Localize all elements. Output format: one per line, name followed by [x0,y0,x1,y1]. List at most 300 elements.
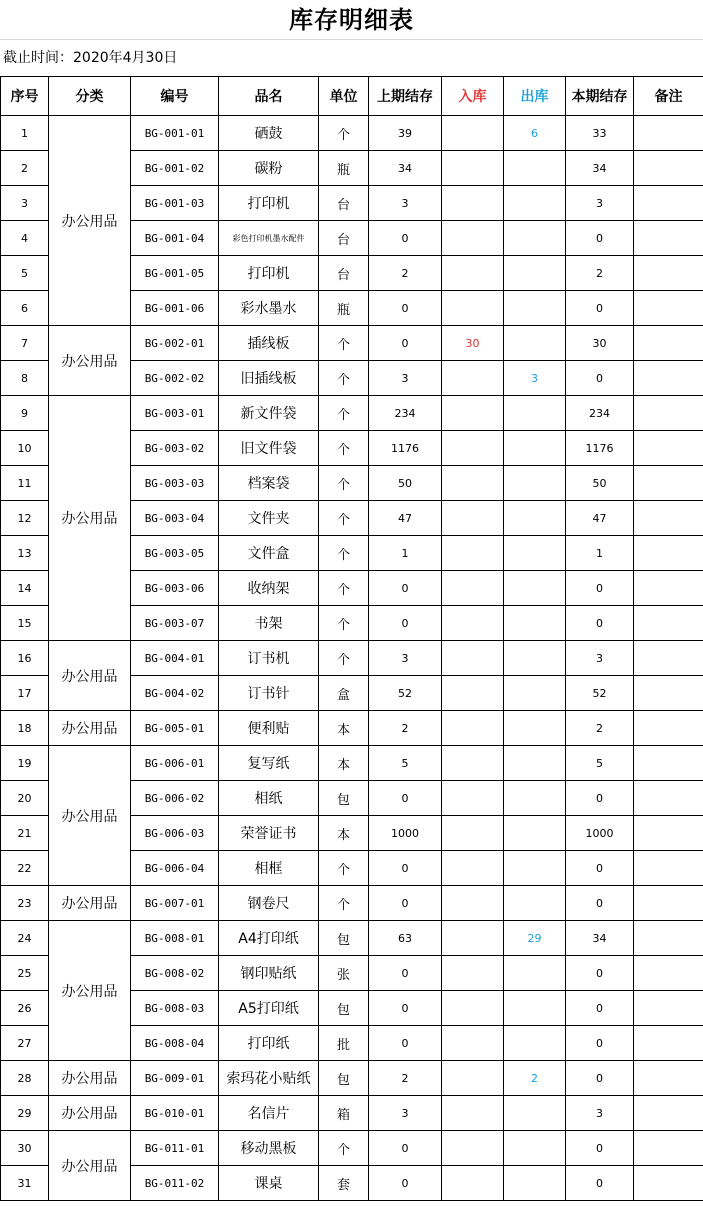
cell-code[interactable]: BG-004-01 [131,641,219,676]
cell-code[interactable]: BG-008-01 [131,921,219,956]
cell-name[interactable]: 钢卷尺 [219,886,319,921]
cell-note[interactable] [634,746,703,781]
cell-in[interactable] [442,501,504,536]
cell-in[interactable] [442,1061,504,1096]
cell-prev-balance[interactable]: 0 [369,291,442,326]
cell-prev-balance[interactable]: 0 [369,1166,442,1201]
cell-code[interactable]: BG-003-02 [131,431,219,466]
cell-cur-balance[interactable]: 30 [566,326,634,361]
cell-out[interactable] [504,256,566,291]
cell-prev-balance[interactable]: 1 [369,536,442,571]
cell-no[interactable]: 5 [1,256,49,291]
cell-name[interactable]: 打印机 [219,186,319,221]
cell-out[interactable] [504,151,566,186]
cell-prev-balance[interactable]: 0 [369,851,442,886]
cell-unit[interactable]: 包 [319,781,369,816]
cell-out[interactable] [504,431,566,466]
cell-cur-balance[interactable]: 1000 [566,816,634,851]
cell-in[interactable] [442,781,504,816]
cell-name[interactable]: 硒鼓 [219,116,319,151]
cell-cur-balance[interactable]: 0 [566,1026,634,1061]
cell-note[interactable] [634,711,703,746]
cell-cur-balance[interactable]: 234 [566,396,634,431]
cell-code[interactable]: BG-003-01 [131,396,219,431]
cell-code[interactable]: BG-003-05 [131,536,219,571]
cell-no[interactable]: 6 [1,291,49,326]
cell-note[interactable] [634,431,703,466]
cell-name[interactable]: 订书针 [219,676,319,711]
cell-note[interactable] [634,921,703,956]
cell-unit[interactable]: 张 [319,956,369,991]
cell-in[interactable] [442,151,504,186]
cell-out[interactable] [504,221,566,256]
cell-prev-balance[interactable]: 0 [369,606,442,641]
cell-code[interactable]: BG-001-03 [131,186,219,221]
cell-no[interactable]: 3 [1,186,49,221]
cell-in[interactable] [442,816,504,851]
cell-no[interactable]: 1 [1,116,49,151]
cell-code[interactable]: BG-002-02 [131,361,219,396]
cell-no[interactable]: 23 [1,886,49,921]
cell-cur-balance[interactable]: 1 [566,536,634,571]
cell-out[interactable] [504,1026,566,1061]
col-header-unit[interactable]: 单位 [319,77,369,116]
cell-code[interactable]: BG-001-05 [131,256,219,291]
cell-in[interactable] [442,641,504,676]
cell-category[interactable]: 办公用品 [49,1096,131,1131]
cell-out[interactable] [504,991,566,1026]
cell-no[interactable]: 25 [1,956,49,991]
cell-prev-balance[interactable]: 0 [369,571,442,606]
cell-in[interactable] [442,431,504,466]
cell-in[interactable] [442,291,504,326]
cell-cur-balance[interactable]: 0 [566,781,634,816]
cell-out[interactable] [504,1096,566,1131]
cell-cur-balance[interactable]: 2 [566,256,634,291]
cell-note[interactable] [634,396,703,431]
cell-in[interactable] [442,606,504,641]
cell-category[interactable]: 办公用品 [49,641,131,711]
cell-category[interactable]: 办公用品 [49,1131,131,1201]
cell-in[interactable] [442,186,504,221]
cell-prev-balance[interactable]: 2 [369,1061,442,1096]
cell-cur-balance[interactable]: 1176 [566,431,634,466]
cell-out[interactable] [504,956,566,991]
cell-code[interactable]: BG-006-01 [131,746,219,781]
cell-note[interactable] [634,1026,703,1061]
col-header-no[interactable]: 序号 [1,77,49,116]
cell-name[interactable]: 便利贴 [219,711,319,746]
cell-unit[interactable]: 个 [319,396,369,431]
cell-in[interactable] [442,676,504,711]
cell-code[interactable]: BG-003-03 [131,466,219,501]
cell-unit[interactable]: 本 [319,816,369,851]
cell-out[interactable] [504,1131,566,1166]
cell-out[interactable] [504,851,566,886]
cell-code[interactable]: BG-007-01 [131,886,219,921]
cell-name[interactable]: 新文件袋 [219,396,319,431]
cell-cur-balance[interactable]: 5 [566,746,634,781]
cell-unit[interactable]: 个 [319,606,369,641]
cell-unit[interactable]: 个 [319,361,369,396]
cell-no[interactable]: 19 [1,746,49,781]
cell-prev-balance[interactable]: 50 [369,466,442,501]
cell-name[interactable]: 相纸 [219,781,319,816]
cell-name[interactable]: 文件盒 [219,536,319,571]
cell-no[interactable]: 27 [1,1026,49,1061]
cell-in[interactable]: 30 [442,326,504,361]
cell-prev-balance[interactable]: 2 [369,711,442,746]
cell-note[interactable] [634,991,703,1026]
cell-code[interactable]: BG-009-01 [131,1061,219,1096]
cell-prev-balance[interactable]: 0 [369,1131,442,1166]
cell-unit[interactable]: 个 [319,641,369,676]
cell-cur-balance[interactable]: 52 [566,676,634,711]
cell-cur-balance[interactable]: 0 [566,886,634,921]
cell-no[interactable]: 26 [1,991,49,1026]
cell-name[interactable]: 碳粉 [219,151,319,186]
cell-name[interactable]: 彩色打印机墨水配件 [219,221,319,256]
cell-note[interactable] [634,536,703,571]
cell-code[interactable]: BG-003-04 [131,501,219,536]
cell-no[interactable]: 16 [1,641,49,676]
cell-code[interactable]: BG-006-04 [131,851,219,886]
cell-prev-balance[interactable]: 3 [369,361,442,396]
cell-category[interactable]: 办公用品 [49,921,131,1061]
cell-name[interactable]: 荣誉证书 [219,816,319,851]
cell-cur-balance[interactable]: 0 [566,1131,634,1166]
cell-out[interactable]: 29 [504,921,566,956]
cell-note[interactable] [634,886,703,921]
cell-in[interactable] [442,991,504,1026]
cell-in[interactable] [442,536,504,571]
cell-no[interactable]: 12 [1,501,49,536]
cell-name[interactable]: 档案袋 [219,466,319,501]
cell-note[interactable] [634,361,703,396]
cell-in[interactable] [442,1131,504,1166]
cell-code[interactable]: BG-001-02 [131,151,219,186]
cell-in[interactable] [442,886,504,921]
cell-out[interactable]: 3 [504,361,566,396]
cell-note[interactable] [634,1096,703,1131]
cell-no[interactable]: 20 [1,781,49,816]
cell-category[interactable]: 办公用品 [49,746,131,886]
cell-unit[interactable]: 包 [319,1061,369,1096]
col-header-prev-balance[interactable]: 上期结存 [369,77,442,116]
cell-out[interactable] [504,781,566,816]
cell-cur-balance[interactable]: 2 [566,711,634,746]
cell-unit[interactable]: 箱 [319,1096,369,1131]
cell-cur-balance[interactable]: 0 [566,606,634,641]
cell-note[interactable] [634,291,703,326]
cell-prev-balance[interactable]: 3 [369,186,442,221]
cell-no[interactable]: 4 [1,221,49,256]
cell-no[interactable]: 8 [1,361,49,396]
cell-in[interactable] [442,256,504,291]
cell-no[interactable]: 24 [1,921,49,956]
cell-name[interactable]: 订书机 [219,641,319,676]
cell-category[interactable]: 办公用品 [49,326,131,396]
cell-out[interactable] [504,326,566,361]
cell-note[interactable] [634,186,703,221]
cell-code[interactable]: BG-008-04 [131,1026,219,1061]
cell-name[interactable]: 彩水墨水 [219,291,319,326]
cell-note[interactable] [634,466,703,501]
cell-out[interactable] [504,571,566,606]
cell-unit[interactable]: 个 [319,536,369,571]
cell-code[interactable]: BG-011-02 [131,1166,219,1201]
cell-unit[interactable]: 盒 [319,676,369,711]
cell-name[interactable]: 名信片 [219,1096,319,1131]
cell-prev-balance[interactable]: 34 [369,151,442,186]
cell-no[interactable]: 15 [1,606,49,641]
cell-in[interactable] [442,116,504,151]
cell-category[interactable]: 办公用品 [49,1061,131,1096]
cell-no[interactable]: 17 [1,676,49,711]
cell-prev-balance[interactable]: 0 [369,781,442,816]
cell-unit[interactable]: 包 [319,921,369,956]
cell-note[interactable] [634,641,703,676]
cell-out[interactable] [504,501,566,536]
cell-note[interactable] [634,151,703,186]
cell-cur-balance[interactable]: 34 [566,151,634,186]
col-header-in[interactable]: 入库 [442,77,504,116]
cell-note[interactable] [634,326,703,361]
cell-note[interactable] [634,956,703,991]
cell-cur-balance[interactable]: 0 [566,1166,634,1201]
cell-code[interactable]: BG-003-06 [131,571,219,606]
cell-out[interactable] [504,291,566,326]
cell-no[interactable]: 2 [1,151,49,186]
cell-in[interactable] [442,1026,504,1061]
cell-unit[interactable]: 个 [319,116,369,151]
col-header-name[interactable]: 品名 [219,77,319,116]
cell-out[interactable] [504,746,566,781]
cell-in[interactable] [442,221,504,256]
cell-note[interactable] [634,676,703,711]
cell-prev-balance[interactable]: 0 [369,221,442,256]
cell-out[interactable] [504,711,566,746]
cell-code[interactable]: BG-001-06 [131,291,219,326]
cell-code[interactable]: BG-003-07 [131,606,219,641]
cell-no[interactable]: 13 [1,536,49,571]
cell-in[interactable] [442,361,504,396]
cell-no[interactable]: 30 [1,1131,49,1166]
cell-prev-balance[interactable]: 52 [369,676,442,711]
cell-name[interactable]: A4打印纸 [219,921,319,956]
cell-unit[interactable]: 个 [319,431,369,466]
cell-prev-balance[interactable]: 3 [369,1096,442,1131]
col-header-note[interactable]: 备注 [634,77,703,116]
cell-name[interactable]: 课桌 [219,1166,319,1201]
cell-note[interactable] [634,816,703,851]
cell-no[interactable]: 10 [1,431,49,466]
cell-name[interactable]: 旧文件袋 [219,431,319,466]
cell-out[interactable] [504,536,566,571]
cell-unit[interactable]: 瓶 [319,151,369,186]
cell-unit[interactable]: 瓶 [319,291,369,326]
cell-no[interactable]: 22 [1,851,49,886]
cell-unit[interactable]: 台 [319,221,369,256]
cell-note[interactable] [634,851,703,886]
cell-code[interactable]: BG-010-01 [131,1096,219,1131]
cell-unit[interactable]: 个 [319,1131,369,1166]
cell-cur-balance[interactable]: 3 [566,1096,634,1131]
cell-no[interactable]: 14 [1,571,49,606]
cell-prev-balance[interactable]: 5 [369,746,442,781]
cell-note[interactable] [634,256,703,291]
cell-out[interactable] [504,186,566,221]
cell-note[interactable] [634,606,703,641]
cell-out[interactable]: 2 [504,1061,566,1096]
cell-category[interactable]: 办公用品 [49,886,131,921]
cell-prev-balance[interactable]: 0 [369,956,442,991]
cell-out[interactable] [504,396,566,431]
cell-out[interactable] [504,641,566,676]
col-header-category[interactable]: 分类 [49,77,131,116]
cell-code[interactable]: BG-001-04 [131,221,219,256]
cell-note[interactable] [634,571,703,606]
cell-name[interactable]: 文件夹 [219,501,319,536]
cell-in[interactable] [442,711,504,746]
cell-note[interactable] [634,1166,703,1201]
cell-name[interactable]: 打印纸 [219,1026,319,1061]
cell-out[interactable] [504,606,566,641]
cell-name[interactable]: 打印机 [219,256,319,291]
cell-cur-balance[interactable]: 0 [566,991,634,1026]
cell-in[interactable] [442,466,504,501]
cell-prev-balance[interactable]: 234 [369,396,442,431]
cell-no[interactable]: 28 [1,1061,49,1096]
cell-prev-balance[interactable]: 63 [369,921,442,956]
cell-unit[interactable]: 个 [319,326,369,361]
cell-in[interactable] [442,396,504,431]
cell-prev-balance[interactable]: 0 [369,991,442,1026]
cell-name[interactable]: 相框 [219,851,319,886]
cell-code[interactable]: BG-005-01 [131,711,219,746]
cell-unit[interactable]: 台 [319,186,369,221]
cell-unit[interactable]: 个 [319,571,369,606]
cell-prev-balance[interactable]: 1000 [369,816,442,851]
cell-out[interactable]: 6 [504,116,566,151]
cell-note[interactable] [634,781,703,816]
cell-code[interactable]: BG-008-02 [131,956,219,991]
cell-code[interactable]: BG-008-03 [131,991,219,1026]
cell-cur-balance[interactable]: 0 [566,291,634,326]
cell-prev-balance[interactable]: 0 [369,886,442,921]
cell-out[interactable] [504,676,566,711]
cell-in[interactable] [442,921,504,956]
cell-no[interactable]: 7 [1,326,49,361]
cell-no[interactable]: 31 [1,1166,49,1201]
cell-cur-balance[interactable]: 0 [566,361,634,396]
cell-in[interactable] [442,1096,504,1131]
cell-name[interactable]: 收纳架 [219,571,319,606]
cell-note[interactable] [634,501,703,536]
cell-code[interactable]: BG-006-03 [131,816,219,851]
cell-prev-balance[interactable]: 1176 [369,431,442,466]
cell-out[interactable] [504,816,566,851]
cell-category[interactable]: 办公用品 [49,396,131,641]
col-header-code[interactable]: 编号 [131,77,219,116]
cell-unit[interactable]: 本 [319,746,369,781]
cell-cur-balance[interactable]: 0 [566,956,634,991]
cell-no[interactable]: 21 [1,816,49,851]
cell-no[interactable]: 11 [1,466,49,501]
cell-code[interactable]: BG-006-02 [131,781,219,816]
cell-no[interactable]: 9 [1,396,49,431]
cell-out[interactable] [504,1166,566,1201]
cell-name[interactable]: 钢印贴纸 [219,956,319,991]
cell-name[interactable]: A5打印纸 [219,991,319,1026]
cell-in[interactable] [442,851,504,886]
cell-prev-balance[interactable]: 3 [369,641,442,676]
cell-no[interactable]: 29 [1,1096,49,1131]
cell-unit[interactable]: 批 [319,1026,369,1061]
cell-name[interactable]: 移动黑板 [219,1131,319,1166]
cell-note[interactable] [634,116,703,151]
cell-name[interactable]: 复写纸 [219,746,319,781]
cell-unit[interactable]: 个 [319,851,369,886]
cell-prev-balance[interactable]: 0 [369,326,442,361]
col-header-out[interactable]: 出库 [504,77,566,116]
cell-unit[interactable]: 个 [319,886,369,921]
cell-in[interactable] [442,956,504,991]
cell-cur-balance[interactable]: 47 [566,501,634,536]
cell-cur-balance[interactable]: 3 [566,641,634,676]
cell-unit[interactable]: 本 [319,711,369,746]
cell-cur-balance[interactable]: 34 [566,921,634,956]
cell-out[interactable] [504,466,566,501]
cell-unit[interactable]: 包 [319,991,369,1026]
cell-prev-balance[interactable]: 2 [369,256,442,291]
cell-out[interactable] [504,886,566,921]
cell-prev-balance[interactable]: 47 [369,501,442,536]
cell-cur-balance[interactable]: 50 [566,466,634,501]
cell-note[interactable] [634,221,703,256]
cell-code[interactable]: BG-001-01 [131,116,219,151]
cell-cur-balance[interactable]: 0 [566,1061,634,1096]
cell-in[interactable] [442,1166,504,1201]
col-header-cur-balance[interactable]: 本期结存 [566,77,634,116]
cell-unit[interactable]: 个 [319,501,369,536]
cell-unit[interactable]: 台 [319,256,369,291]
cell-cur-balance[interactable]: 0 [566,851,634,886]
cell-unit[interactable]: 套 [319,1166,369,1201]
cell-code[interactable]: BG-011-01 [131,1131,219,1166]
cell-prev-balance[interactable]: 0 [369,1026,442,1061]
cell-category[interactable]: 办公用品 [49,711,131,746]
cell-no[interactable]: 18 [1,711,49,746]
cell-name[interactable]: 插线板 [219,326,319,361]
cell-prev-balance[interactable]: 39 [369,116,442,151]
cell-cur-balance[interactable]: 0 [566,221,634,256]
cell-code[interactable]: BG-002-01 [131,326,219,361]
cell-code[interactable]: BG-004-02 [131,676,219,711]
cell-cur-balance[interactable]: 0 [566,571,634,606]
cell-note[interactable] [634,1131,703,1166]
cell-in[interactable] [442,746,504,781]
cell-unit[interactable]: 个 [319,466,369,501]
cell-cur-balance[interactable]: 3 [566,186,634,221]
cell-cur-balance[interactable]: 33 [566,116,634,151]
cell-name[interactable]: 旧插线板 [219,361,319,396]
cell-category[interactable]: 办公用品 [49,116,131,326]
cell-name[interactable]: 书架 [219,606,319,641]
cell-in[interactable] [442,571,504,606]
cell-note[interactable] [634,1061,703,1096]
cell-name[interactable]: 索玛花小贴纸 [219,1061,319,1096]
